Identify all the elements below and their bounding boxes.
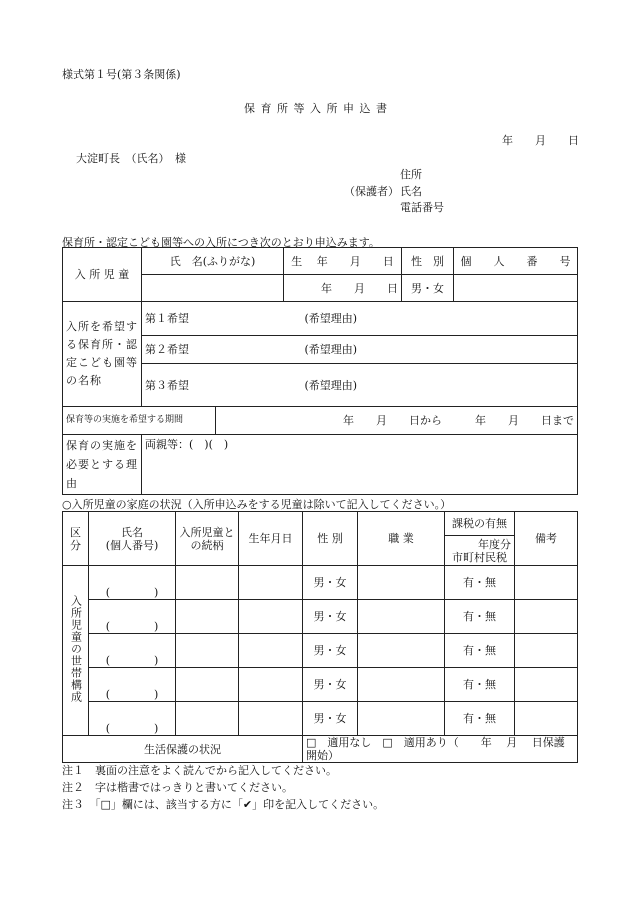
birth-header: 生 年 月 日 (284, 248, 402, 275)
col-note: 備考 (515, 512, 578, 566)
child-gender-field[interactable]: 男・女 (402, 275, 454, 302)
member-note-field[interactable] (515, 600, 578, 634)
choice-reason: (希望理由) (304, 312, 358, 325)
member-birth-field[interactable] (239, 668, 303, 702)
phone-label: 電話番号 (400, 201, 444, 214)
member-note-field[interactable] (515, 566, 578, 600)
choice-label: 第３希望 (145, 378, 189, 392)
choice-row[interactable] (142, 302, 578, 336)
member-name-field[interactable]: ( ) (89, 634, 176, 668)
member-relation-field[interactable] (176, 600, 239, 634)
member-gender-field[interactable]: 男・女 (303, 702, 358, 736)
choice-row[interactable] (142, 364, 578, 407)
member-gender-field[interactable]: 男・女 (303, 668, 358, 702)
facility-label: 入所を希望する保育所・認定こども園等の名称 (63, 302, 142, 407)
col-gender: 性 別 (303, 512, 358, 566)
welfare-field[interactable]: □ 適用なし □ 適用あり（ 年 月 日保護開始） (303, 736, 578, 763)
member-note-field[interactable] (515, 634, 578, 668)
col-name-sub: (個人番号) (105, 538, 159, 552)
member-tax-field[interactable]: 有・無 (445, 634, 515, 668)
member-job-field[interactable] (358, 634, 445, 668)
note-3: 注３ 「□」欄には、該当する方に「✔」印を記入してください。 (62, 798, 385, 811)
member-tax-field[interactable]: 有・無 (445, 566, 515, 600)
member-relation-field[interactable] (176, 702, 239, 736)
col-tax-sub1: 年度分 (478, 537, 511, 551)
col-name-text: 氏名 (121, 525, 143, 539)
col-job: 職 業 (358, 512, 445, 566)
member-relation-field[interactable] (176, 634, 239, 668)
application-table (62, 247, 578, 495)
member-tax-field[interactable]: 有・無 (445, 702, 515, 736)
choice-reason: (希望理由) (304, 378, 358, 392)
col-relation: 入所児童との続柄 (176, 512, 239, 566)
col-tax-sub2: 市町村民税 (452, 550, 507, 564)
member-job-field[interactable] (358, 600, 445, 634)
member-note-field[interactable] (515, 668, 578, 702)
id-header: 個 人 番 号 (454, 248, 578, 275)
reason-label: 保育の実施を必要とする理由 (63, 435, 142, 495)
household-table (62, 511, 578, 763)
member-name-field[interactable]: ( ) (89, 566, 176, 600)
col-tax-top: 課税の有無 (445, 512, 515, 536)
guardian-label: （保護者） (344, 185, 399, 198)
side-label-cell (63, 566, 89, 736)
intro-text: 保育所・認定こども園等への入所につき次のとおり申込みます。 (62, 236, 380, 249)
member-job-field[interactable] (358, 668, 445, 702)
date-line: 年 月 日 (502, 134, 579, 147)
note-2: 注２ 字は楷書ではっきりと書いてください。 (62, 781, 293, 794)
member-name-field[interactable]: ( ) (89, 702, 176, 736)
choice-label: 第２希望 (145, 343, 189, 356)
child-birth-field[interactable]: 年 月 日 (284, 275, 402, 302)
member-tax-field[interactable]: 有・無 (445, 668, 515, 702)
member-relation-field[interactable] (176, 668, 239, 702)
child-label: 入 所 児 童 (63, 248, 142, 302)
period-field[interactable]: 年 月 日から 年 月 日まで (216, 407, 578, 435)
member-job-field[interactable] (358, 702, 445, 736)
col-birth: 生年月日 (239, 512, 303, 566)
member-birth-field[interactable] (239, 702, 303, 736)
member-gender-field[interactable]: 男・女 (303, 566, 358, 600)
side-label: 入所児童の世帯構成 (69, 595, 83, 703)
gender-header: 性 別 (402, 248, 454, 275)
child-id-field[interactable] (454, 275, 578, 302)
choice-row[interactable] (142, 336, 578, 364)
member-note-field[interactable] (515, 702, 578, 736)
member-birth-field[interactable] (239, 634, 303, 668)
name-label: 氏名 (400, 185, 422, 198)
child-name-field[interactable] (142, 275, 284, 302)
member-name-field[interactable]: ( ) (89, 668, 176, 702)
note-1: 注１ 裏面の注意をよく読んでから記入してください。 (62, 764, 337, 777)
form-number: 様式第１号(第３条関係) (62, 68, 181, 81)
col-name (89, 512, 176, 566)
choice-reason: (希望理由) (304, 343, 358, 356)
addressee: 大淀町長 （氏名） 様 (76, 152, 186, 165)
member-gender-field[interactable]: 男・女 (303, 600, 358, 634)
address-label: 住所 (400, 168, 422, 181)
welfare-label: 生活保護の状況 (63, 736, 303, 763)
period-label: 保育等の実施を希望する期間 (63, 407, 216, 435)
member-birth-field[interactable] (239, 566, 303, 600)
member-tax-field[interactable]: 有・無 (445, 600, 515, 634)
member-name-field[interactable]: ( ) (89, 600, 176, 634)
col-kubun: 区分 (63, 512, 89, 566)
reason-field[interactable]: 両親等：( )( ) (142, 435, 578, 495)
choice-label: 第１希望 (145, 312, 189, 325)
member-birth-field[interactable] (239, 600, 303, 634)
member-job-field[interactable] (358, 566, 445, 600)
col-tax-sub (445, 536, 515, 566)
form-title: 保 育 所 等 入 所 申 込 書 (244, 102, 388, 115)
member-relation-field[interactable] (176, 566, 239, 600)
name-header: 氏 名(ふりがな) (142, 248, 284, 275)
member-gender-field[interactable]: 男・女 (303, 634, 358, 668)
household-caption: ○入所児童の家庭の状況（入所申込みをする児童は除いて記入してください。） (62, 498, 452, 511)
